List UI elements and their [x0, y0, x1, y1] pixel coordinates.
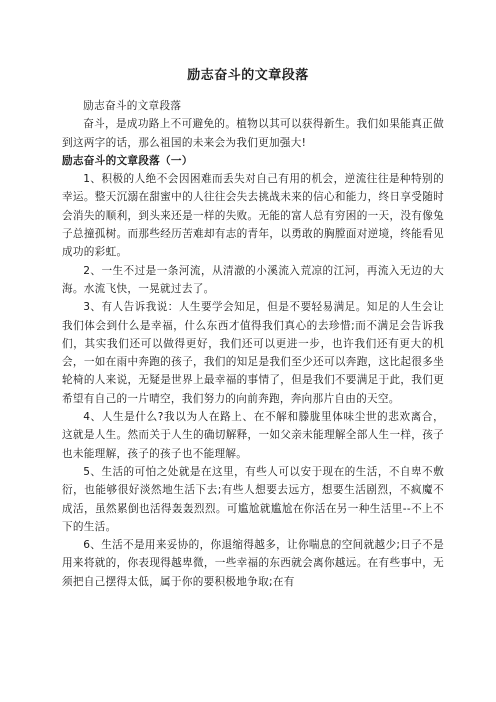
paragraph-5: 5、生活的可怕之处就是在这里，有些人可以安于现在的生活，不自卑不敷衍，也能够很好淡然地生活下去;有些人想要去远方，想要生活剧烈，不疯魔不成活，虽然累倒也活得轰轰烈烈。可尴尬就尴尬在你活在另一种生活里--不上不下的生活。: [62, 465, 444, 533]
paragraph-6: 6、生活不是用来妥协的，你退缩得越多，让你喘息的空间就越少;日子不是用来将就的，你表现得越卑微，一些幸福的东西就会离你越远。在有些事中，无须把自己摆得太低，属于你的要积极地争取;在有: [62, 539, 444, 588]
paragraph-1: 1、积极的人绝不会因困难而丢失对自己有用的机会，逆流往往是种特别的幸运。整天沉溺在甜蜜中的人往往会失去挑战未来的信心和能力，终日享受随时会消失的顺利，到头来还是一样的失败。无能的富人总有穷困的一天，没有像兔子总撞孤树。而那些经历苦难却有志的青年，以勇敢的胸膛面对逆境，终能看见成功的彩虹。: [62, 173, 444, 259]
section-heading: 励志奋斗的文章段落（一）: [62, 154, 193, 167]
intro-paragraph: 奋斗，是成功路上不可避免的。植物以其可以获得新生。我们如果能真正做到这两字的话，那么祖国的未来会为我们更加强大!: [62, 118, 444, 149]
document-subtitle: 励志奋斗的文章段落: [83, 100, 182, 112]
paragraph-4: 4、人生是什么?我以为人在路上、在不解和滕胧里体味尘世的悲欢离合，这就是人生。然而关于人生的确切解释，一如父亲未能理解全部人生一样，孩子也未能理解，孩子的孩子也不能理解。: [62, 411, 444, 460]
paragraph-3: 3、有人告诉我说：人生要学会知足，但是不要轻易满足。知足的人生会让我们体会到什么是幸福，什么东西才值得我们真心的去珍惜;而不满足会告诉我们，其实我们还可以做得更好，我们还可以更进一步，也许我们还有更大的机会，一如在雨中奔跑的孩子，我们的知足是我们至少还可以奔跑，这比起很多坐轮椅的人来说，无疑是世界上最幸福的事情了，但是我们不要满足于此，我们更希望有自己的一片晴空，我们努力的向前奔跑，奔向那片自由的天空。: [62, 301, 444, 405]
paragraph-2: 2、一生不过是一条河流，从清澈的小溪流入荒凉的江河，再流入无边的大海。水流飞快，一晃就过去了。: [62, 264, 444, 295]
document-body: [62, 97, 444, 591]
document-title: 励志奋斗的文章段落: [187, 68, 309, 83]
